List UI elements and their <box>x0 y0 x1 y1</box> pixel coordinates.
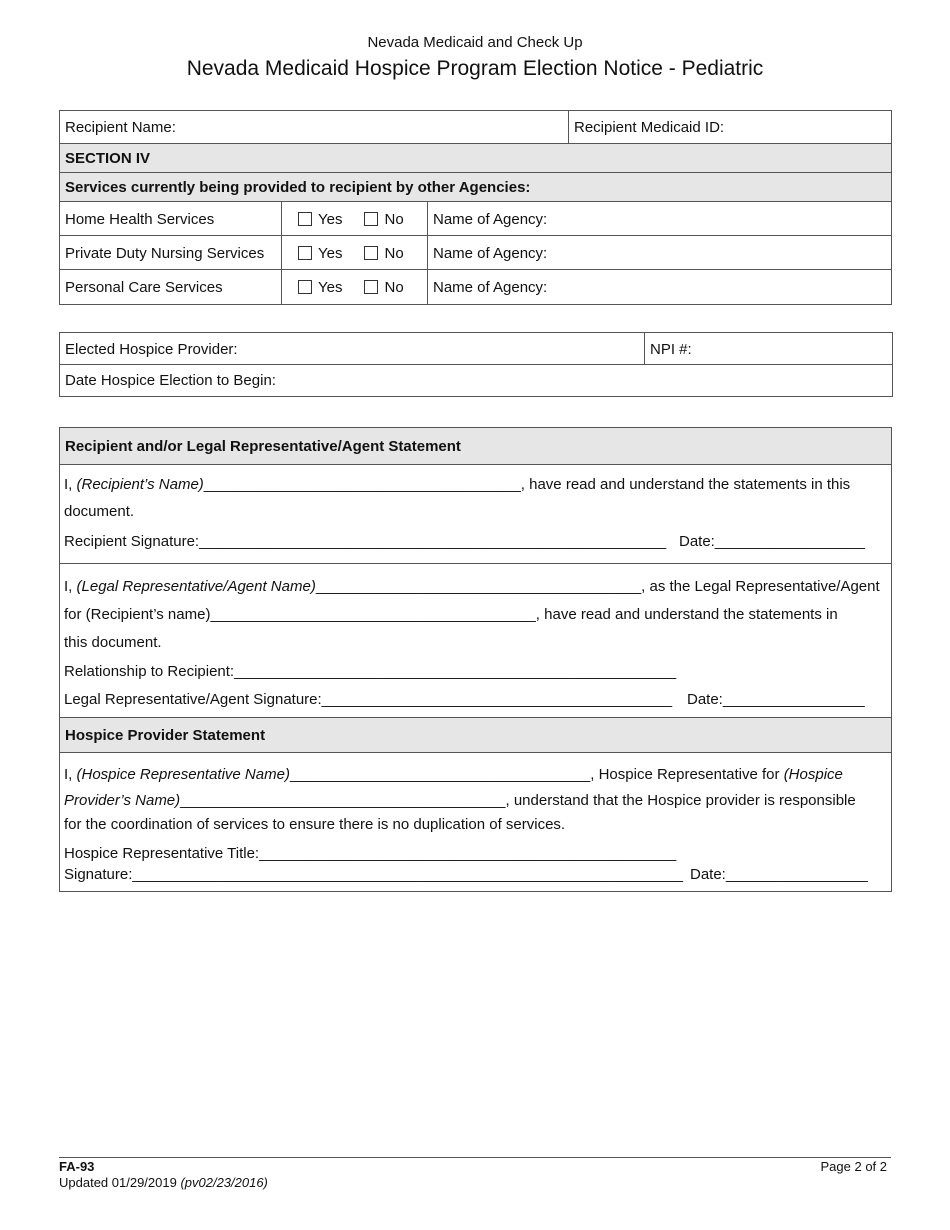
hospice-rep-name-line[interactable] <box>64 766 843 783</box>
text: this document. <box>64 634 162 651</box>
legal-rep-signature-line[interactable]: Legal Representative/Agent Signature:__________________________________________ <box>64 691 673 708</box>
npi-field[interactable] <box>645 333 892 365</box>
text: Provider’s Name) <box>64 792 181 809</box>
no-checkbox[interactable] <box>364 211 403 228</box>
text: ______________________________________, have read and understand the statements in this <box>203 476 851 493</box>
agency-name-field[interactable] <box>428 202 891 236</box>
text: document. <box>64 503 135 520</box>
election-date-label: Date Hospice Election to Begin: <box>65 372 276 389</box>
yes-checkbox[interactable] <box>298 245 342 262</box>
agency-label: Name of Agency: <box>433 244 548 262</box>
text: (Recipient’s Name) <box>76 476 204 493</box>
service-yes-no <box>282 236 427 270</box>
service-name: Private Duty Nursing Services <box>65 244 265 262</box>
service-yes-no <box>282 202 427 236</box>
hospice-signature-line[interactable]: Signature:__________________________________________________________________ <box>64 866 683 883</box>
agency-name-field[interactable] <box>428 270 891 304</box>
agency-label: Name of Agency: <box>433 210 548 228</box>
yes-label: Yes <box>318 278 343 296</box>
recipient-name-line[interactable] <box>64 476 850 493</box>
form-number: FA-93 <box>59 1159 95 1174</box>
no-checkbox[interactable] <box>364 279 403 296</box>
hospice-provider-field[interactable] <box>60 333 645 365</box>
service-name: Personal Care Services <box>65 278 223 296</box>
text: Updated 01/29/2019 <box>59 1175 181 1190</box>
updated-date <box>59 1175 268 1190</box>
services-table <box>59 110 892 305</box>
agency-name-field[interactable] <box>428 236 891 270</box>
no-checkbox[interactable] <box>364 245 403 262</box>
hospice-date-line[interactable]: Date:_________________ <box>690 866 868 883</box>
recipient-name-field[interactable] <box>60 111 569 144</box>
text: for the coordination of services to ensure there is no duplication of services. <box>64 816 566 833</box>
medicaid-id-label: Recipient Medicaid ID: <box>574 119 725 136</box>
legal-rep-name-line[interactable] <box>64 578 880 595</box>
service-yes-no <box>282 270 427 304</box>
text: I, <box>64 766 77 783</box>
form-subtitle: Nevada Medicaid and Check Up <box>367 34 583 51</box>
form-title: Nevada Medicaid Hospice Program Election Notice - Pediatric <box>186 57 764 80</box>
yes-label: Yes <box>318 244 343 262</box>
agency-label: Name of Agency: <box>433 278 548 296</box>
text: I, <box>64 578 77 595</box>
yes-checkbox[interactable] <box>298 211 342 228</box>
services-heading: Services currently being provided to recipient by other Agencies: <box>60 173 891 202</box>
hospice-provider-label: Elected Hospice Provider: <box>65 340 238 358</box>
recipient-name-label: Recipient Name: <box>65 119 176 136</box>
no-label: No <box>384 278 404 296</box>
recipient-statement-heading: Recipient and/or Legal Representative/Agent Statement <box>60 428 891 464</box>
recipient-signature-line[interactable]: Recipient Signature:________________________________________________________ <box>64 533 667 550</box>
medicaid-id-field[interactable] <box>569 111 891 144</box>
yes-label: Yes <box>318 210 343 228</box>
hospice-statement-heading: Hospice Provider Statement <box>60 718 891 752</box>
yes-checkbox[interactable] <box>298 279 342 296</box>
text: (Legal Representative/Agent Name) <box>76 578 316 595</box>
no-label: No <box>384 210 404 228</box>
text: (Hospice Representative Name) <box>76 766 290 783</box>
hospice-provider-name-line[interactable] <box>64 792 856 809</box>
text: _______________________________________, as the Legal Representative/Agent <box>315 578 880 595</box>
text: (Hospice <box>783 766 843 783</box>
recipient-date-line[interactable]: Date:__________________ <box>679 533 866 550</box>
provider-table <box>59 332 893 397</box>
npi-label: NPI #: <box>650 340 692 358</box>
text: _______________________________________, understand that the Hospice provider is responsible <box>180 792 856 809</box>
no-label: No <box>384 244 404 262</box>
page-number: Page 2 of 2 <box>820 1159 887 1174</box>
relationship-line[interactable]: Relationship to Recipient:_____________________________________________________ <box>64 663 677 680</box>
election-date-field[interactable] <box>60 365 892 396</box>
section-label: SECTION IV <box>60 144 891 173</box>
legal-rep-recipient-line[interactable]: for (Recipient’s name)_______________________________________, have read and understand the statements in <box>64 606 838 623</box>
service-name: Home Health Services <box>65 210 215 228</box>
text: (pv02/23/2016) <box>180 1175 268 1190</box>
legal-rep-date-line[interactable]: Date:_________________ <box>687 691 865 708</box>
text: ____________________________________, Hospice Representative for <box>289 766 784 783</box>
text: I, <box>64 476 77 493</box>
hospice-rep-title-line[interactable]: Hospice Representative Title:__________________________________________________ <box>64 845 677 862</box>
